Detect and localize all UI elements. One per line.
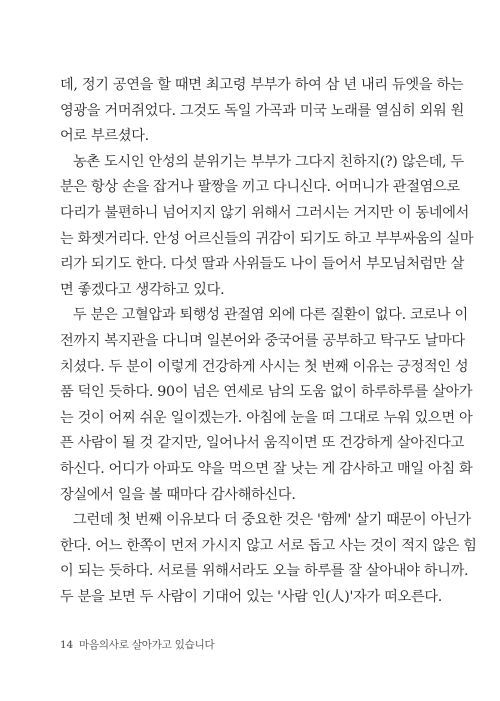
body-text — [60, 73, 477, 610]
text-line: 는 것이 어찌 쉬운 일이겠는가. 아침에 눈을 떠 그대로 누워 있으면 아 — [60, 409, 473, 426]
paragraph — [60, 150, 474, 304]
text-line: 장실에서 일을 볼 때마다 감사해하신다. — [60, 486, 296, 503]
text-line: 두 분은 고혈압과 퇴행성 관절염 외에 다른 질환이 없다. 코로나 이 — [73, 307, 468, 324]
text-line: 한다. 어느 한쪽이 먼저 가시지 않고 서로 돕고 사는 것이 적지 않은 힘 — [60, 537, 477, 554]
paragraph — [60, 303, 473, 508]
paragraph — [60, 73, 465, 150]
text-line: 전까지 복지관을 다니며 일본어와 중국어를 공부하고 탁구도 날마다 — [60, 332, 465, 349]
text-line: 품 덕인 듯하다. 90이 넘은 연세로 남의 도움 없이 하루하루를 살아가 — [60, 384, 473, 401]
text-line: 데, 정기 공연을 할 때면 최고령 부부가 하여 삼 년 내리 듀엣을 하는 — [60, 77, 464, 93]
text-line: 그런데 첫 번째 이유보다 더 중요한 것은 '함께' 살기 때문이 아닌가 — [73, 512, 471, 529]
page-footer — [60, 637, 215, 652]
text-line: 면 좋겠다고 생각하고 있다. — [60, 281, 225, 298]
text-line: 픈 사람이 될 것 같지만, 일어나서 움직이면 또 건강하게 살아진다고 — [60, 435, 465, 452]
text-line: 영광을 거머쥐었다. 그것도 독일 가곡과 미국 노래를 열심히 외워 원 — [60, 102, 465, 119]
text-line: 다리가 불편하니 넘어지지 않기 위해서 그러시는 거지만 이 동네에서 — [60, 204, 470, 221]
text-line: 는 화젯거리다. 안성 어르신들의 귀감이 되기도 하고 부부싸움의 실마 — [60, 230, 474, 247]
text-line: 분은 항상 손을 잡거나 팔짱을 끼고 다니신다. 어머니가 관절염으로 — [60, 179, 460, 196]
text-line: 어로 부르셨다. — [60, 128, 149, 145]
text-line: 두 분을 보면 두 사람이 기대어 있는 '사람 인(人)'자가 떠오른다. — [60, 588, 442, 605]
running-title: 마음의사로 살아가고 있습니다 — [78, 639, 215, 651]
text-line: 치셨다. 두 분이 이렇게 건강하게 사시는 첫 번째 이유는 긍정적인 성 — [60, 358, 469, 375]
page-number: 14 — [60, 639, 73, 651]
text-line: 하신다. 어디가 아파도 약을 먹으면 잘 낫는 게 감사하고 매일 아침 화 — [60, 460, 473, 477]
text-line: 이 되는 듯하다. 서로를 위해서라도 오늘 하루를 잘 살아내야 하니까. — [60, 563, 469, 580]
text-line: 농촌 도시인 안성의 분위기는 부부가 그다지 친하지(?) 않은데, 두 — [73, 153, 464, 170]
text-line: 리가 되기도 한다. 다섯 딸과 사위들도 나이 들어서 부모님처럼만 살 — [60, 256, 465, 273]
paragraph — [60, 508, 477, 610]
